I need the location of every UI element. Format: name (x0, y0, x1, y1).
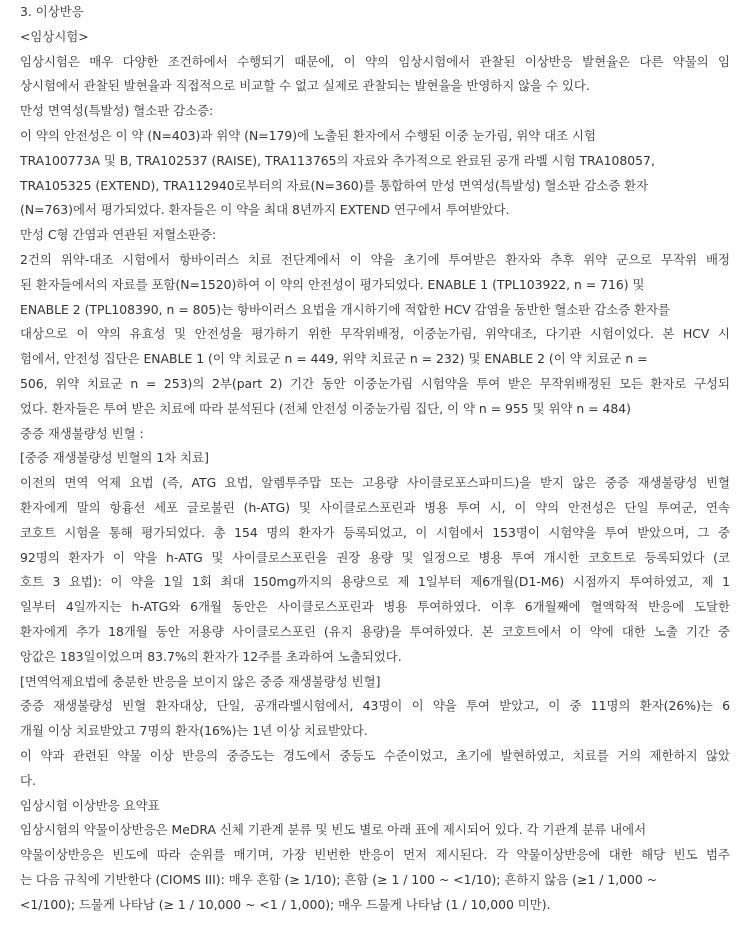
paragraph-line: 임상시험은 매우 다양한 조건하에서 수행되기 때문에, 이 약의 임상시험에서 관찰된 이상반응 발현율은 다른 약물의 임 (20, 53, 730, 69)
paragraph-line: 환자에게 말의 항흉선 세포 글로불린 (h-ATG) 및 사이클로스포린과 병용 투여 시, 이 약의 안전성은 단일 투여군, 연속 (20, 499, 730, 515)
paragraph-line: 대상으로 이 약의 유효성 및 안전성을 평가하기 위한 무작위배정, 이중눈가림, 위약대조, 다기관 시험이었다. 본 HCV 시 (20, 326, 730, 342)
paragraph-line: 이 약과 관련된 약물 이상 반응의 중증도는 경도에서 중등도 수준이었고, 초기에 발현하였고, 치료를 거의 제한하지 않았 (20, 747, 730, 763)
paragraph-line: (N=763)에서 평가되었다. 환자들은 이 약을 최대 8년까지 EXTEND 연구에서 투여받았다. (20, 202, 510, 218)
paragraph-line: 개월 이상 치료받았고 7명의 환자(16%)는 1년 이상 치료받았다. (20, 723, 368, 739)
paragraph-line: TRA105325 (EXTEND), TRA112940로부터의 자료(N=360)를 통합하여 만성 면역성(특발성) 혈소판 감소증 환자 (20, 177, 649, 193)
paragraph-line: 앙값은 183일이었으며 83.7%의 환자가 12주를 초과하여 노출되었다. (20, 648, 402, 664)
paragraph-line: TRA100773A 및 B, TRA102537 (RAISE), TRA113765의 자료와 추가적으로 완료된 공개 라벨 시험 TRA108057, (20, 152, 655, 168)
paragraph-line: 상시험에서 관찰된 발현율과 직접적으로 비교할 수 없고 실제로 관찰되는 발현율을 반영하지 않을 수 있다. (20, 78, 590, 94)
paragraph-line: 임상시험의 약물이상반응은 MeDRA 신체 기관계 분류 및 빈도 별로 아래 표에 제시되어 있다. 각 기관계 분류 내에서 (20, 822, 647, 838)
paragraph-line: 는 다음 규칙에 기반한다 (CIOMS III): 매우 흔함 (≥ 1/10); 흔함 (≥ 1 / 100 ~ <1/10); 흔하지 않음 (≥1 / 1,000 ~ (20, 871, 658, 887)
paragraph-line: 약물이상반응은 빈도에 따라 순위를 매기며, 가장 빈번한 반응이 먼저 제시된다. 각 약물이상반응에 대한 해당 빈도 범주 (20, 847, 730, 863)
subheading: 임상시험 이상반응 요약표 (20, 797, 160, 813)
paragraph-line: 된 환자들에서의 자료를 포함(N=1520)하여 이 약의 안전성이 평가되었다. ENABLE 1 (TPL103922, n = 716) 및 (20, 276, 645, 292)
subheading-bracket: [면역억제요법에 충분한 반응을 보이지 않은 중증 재생불량성 빈혈] (20, 673, 381, 689)
paragraph-line: 다. (20, 772, 36, 788)
paragraph-line: <1/100); 드물게 나타남 (≥ 1 / 10,000 ~ <1 / 1,000); 매우 드물게 나타남 (1 / 10,000 미만). (20, 896, 551, 912)
paragraph-line: 506, 위약 치료군 n = 253)의 2부(part 2) 기간 동안 이중눈가림 시험약을 투여 받은 무작위배정된 모든 환자로 구성되 (20, 375, 730, 391)
paragraph-line: 일부터 4일까지는 h-ATG와 6개월 동안은 사이클로스포린과 병용 투여하였다. 이후 6개월째에 혈액학적 반응에 도달한 (20, 599, 730, 615)
paragraph-line: 이 약의 안전성은 이 약 (N=403)과 위약 (N=179)에 노출된 환자에서 수행된 이중 눈가림, 위약 대조 시험 (20, 127, 596, 143)
paragraph-line: ENABLE 2 (TPL108390, n = 805)는 항바이러스 요법을 개시하기에 적합한 HCV 감염을 동반한 혈소판 감소증 환자를 (20, 301, 670, 317)
paragraph-line: 2건의 위약-대조 시험에서 항바이러스 치료 전단계에서 이 약을 초기에 투여받은 환자와 추후 위약 군으로 무작위 배정 (20, 251, 730, 267)
subsection-heading: <임상시험> (20, 28, 89, 44)
document-body (20, 0, 730, 917)
paragraph-line: 코호트 시험을 통해 평가되었다. 총 154 명의 환자가 등록되었고, 이 시험에서 153명이 시험약을 투여 받았으며, 그 중 (20, 524, 730, 540)
paragraph-line: 었다. 환자들은 투여 받은 치료에 따라 분석된다 (전체 안전성 이중눈가림 집단, 이 약 n = 955 및 위약 n = 484) (20, 400, 631, 416)
paragraph-line: 이전의 면역 억제 요법 (즉, ATG 요법, 알렘투주맙 또는 고용량 사이클로포스파미드)을 받지 않은 중증 재생불량성 빈혈 (20, 475, 730, 491)
paragraph-line: 중증 재생불량성 빈혈 환자대상, 단일, 공개라벨시험에서, 43명이 이 약을 투여 받았고, 이 중 11명의 환자(26%)는 6 (20, 698, 730, 714)
subheading: 중증 재생불량성 빈혈 : (20, 425, 144, 441)
paragraph-line: 험에서, 안전성 집단은 ENABLE 1 (이 약 치료군 n = 449, 위약 치료군 n = 232) 및 ENABLE 2 (이 약 치료군 n = (20, 351, 648, 367)
paragraph-line: 92명의 환자가 이 약을 h-ATG 및 사이클로스포린을 권장 용량 및 일정으로 병용 투여 개시한 코호트로 등록되었다 (코 (20, 549, 730, 565)
subheading-bracket: [중증 재생불량성 빈혈의 1차 치료] (20, 450, 209, 466)
section-heading: 3. 이상반응 (20, 4, 84, 19)
subheading: 만성 면역성(특발성) 혈소판 감소증: (20, 103, 214, 119)
subheading: 만성 C형 간염과 연관된 저혈소판증: (20, 227, 217, 243)
paragraph-line: 호트 3 요법): 이 약을 1일 1회 최대 150mg까지의 용량으로 제 1일부터 제6개월(D1-M6) 시점까지 투여하였고, 제 1 (20, 574, 730, 590)
paragraph-line: 환자에게 추가 18개월 동안 저용량 사이클로스포린 (유지 용량)을 투여하였다. 본 코호트에서 이 약에 대한 노출 기간 중 (20, 623, 730, 639)
